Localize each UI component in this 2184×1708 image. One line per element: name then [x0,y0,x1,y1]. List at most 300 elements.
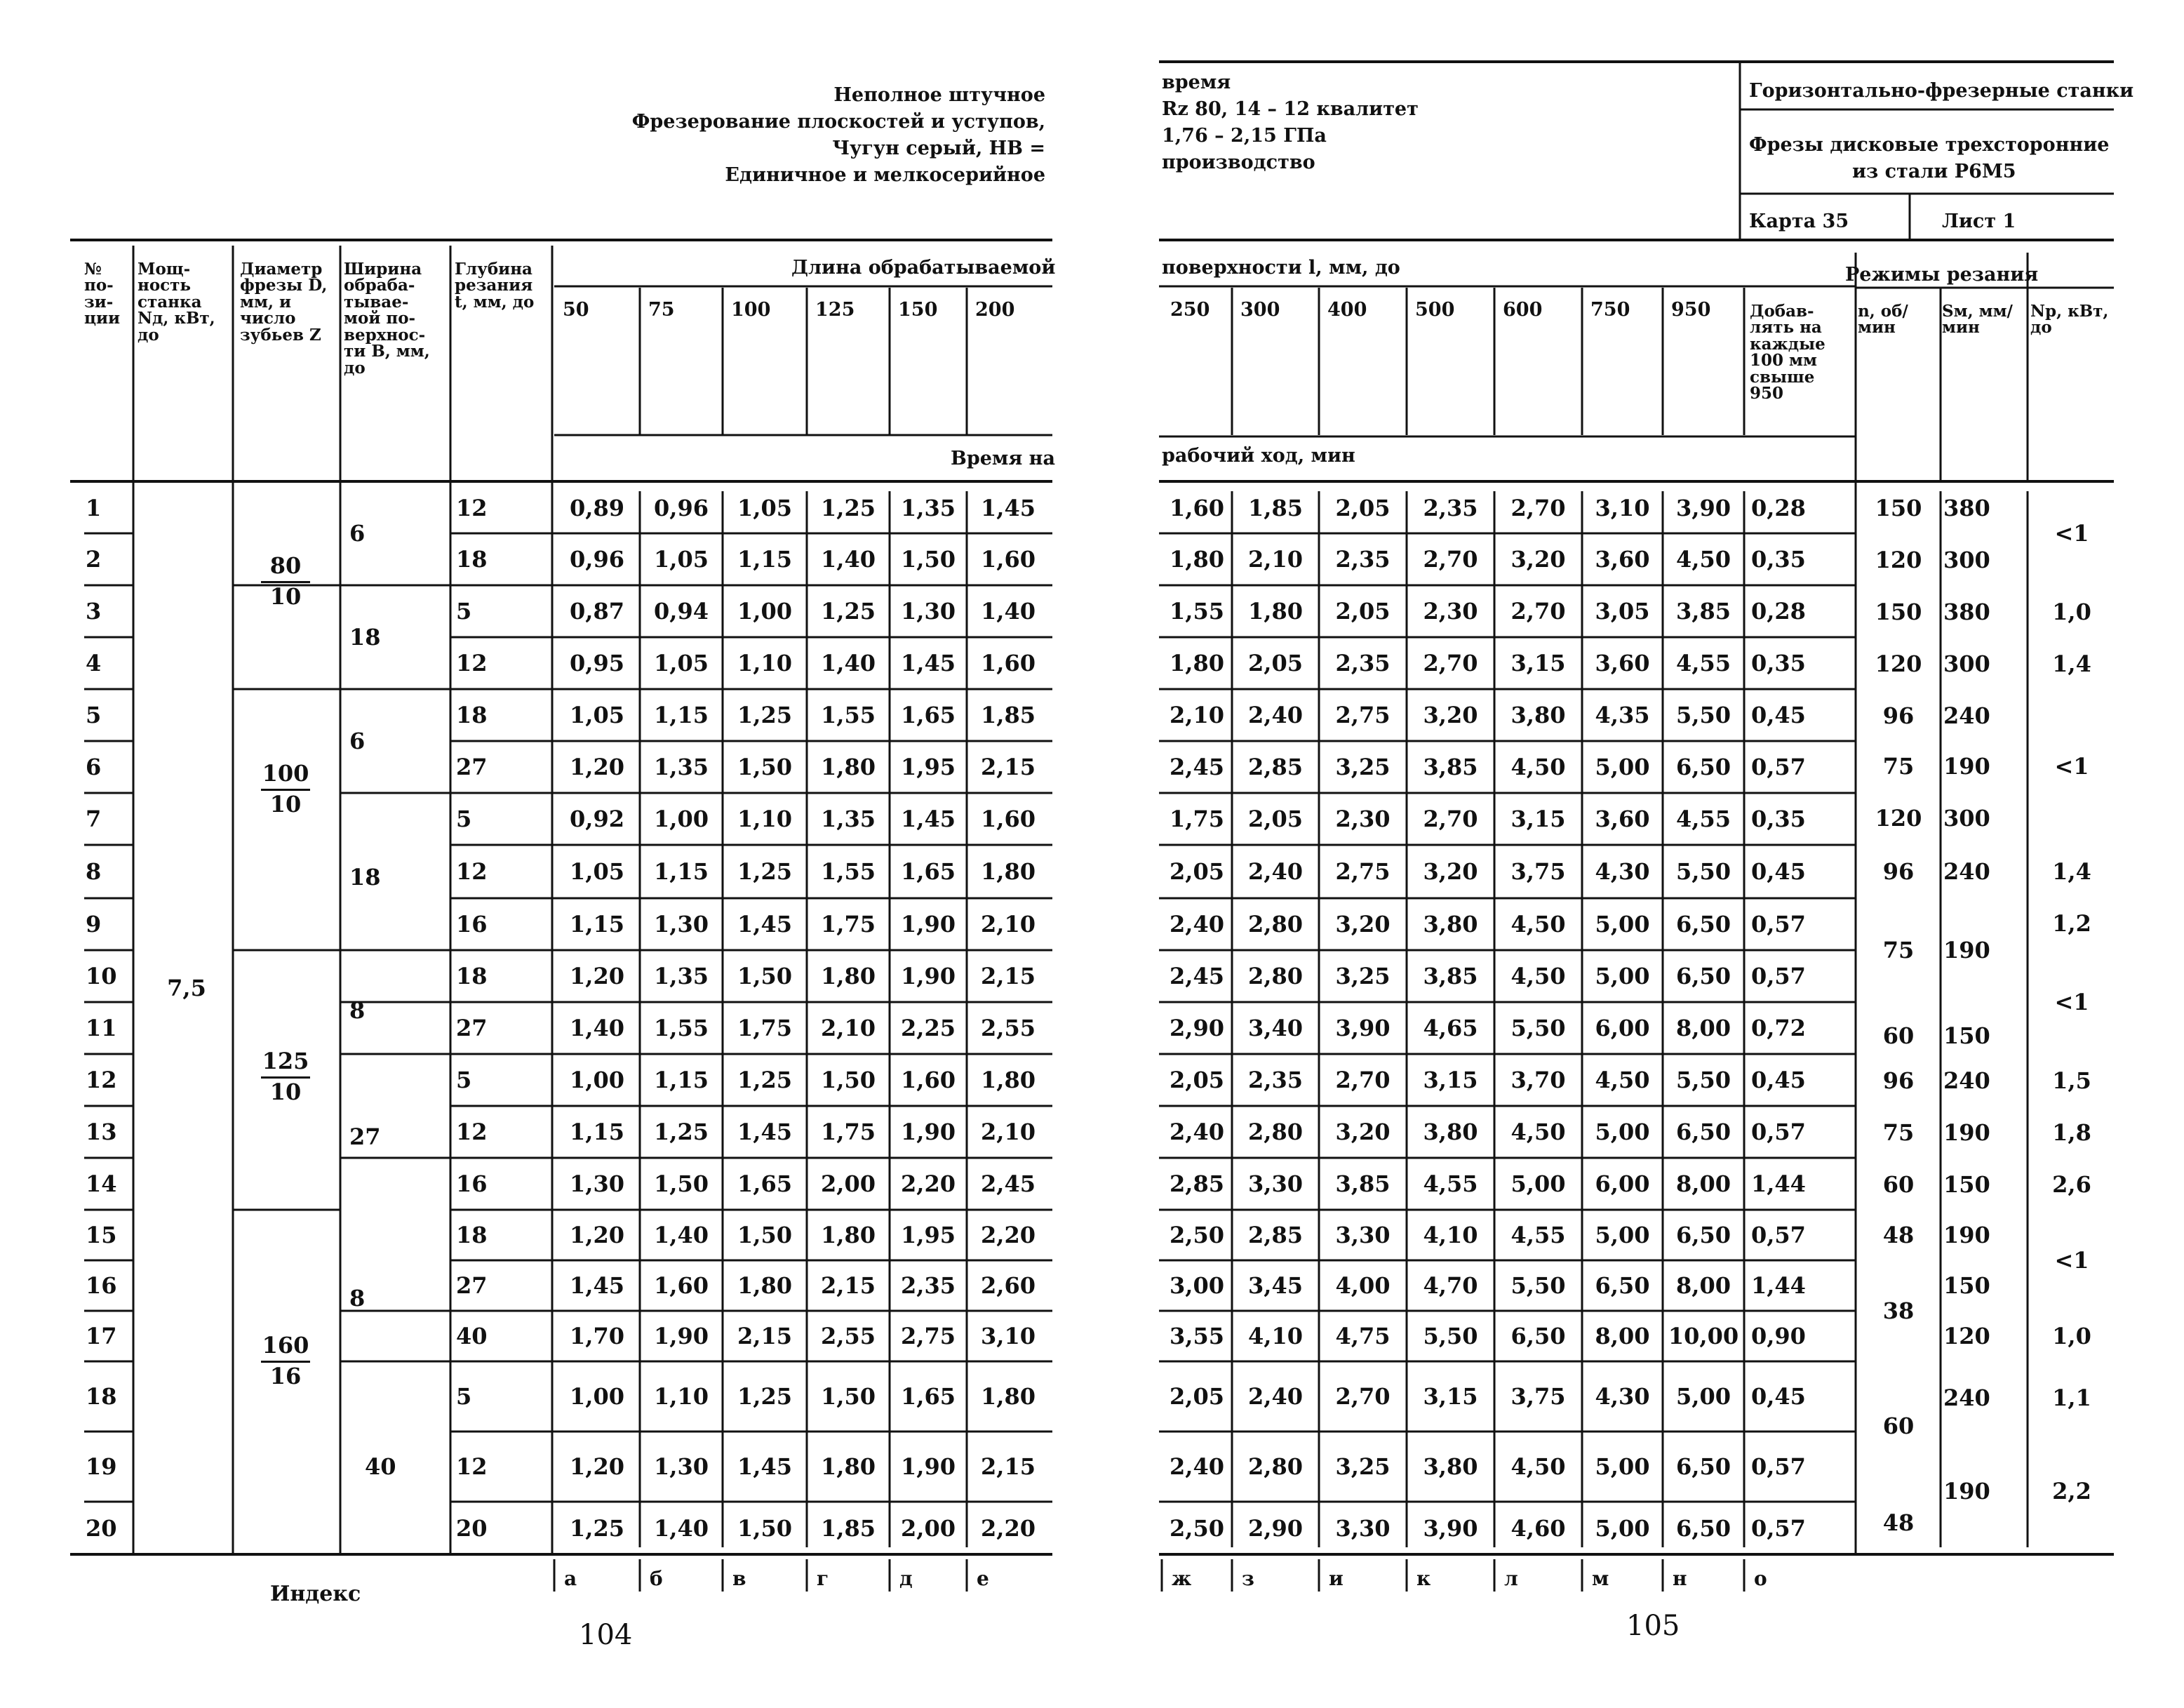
length-header: 100 [731,299,771,321]
time-value: 1,20 [570,963,624,989]
time-value: 3,55 [1170,1323,1224,1349]
time-value: 2,50 [1170,1514,1224,1542]
diameter-value: 80 [269,552,302,579]
time-value: 0,92 [570,806,624,832]
time-value: 1,25 [737,1383,792,1410]
time-value: 1,00 [737,598,792,625]
time-value: 1,35 [654,963,709,989]
power-value: 7,5 [167,975,206,1001]
header-depth: Глубина резания t, мм, до [455,260,535,312]
time-value: 3,05 [1595,598,1650,625]
length-header: 200 [975,299,1015,321]
time-value: 2,75 [1335,858,1391,885]
time-value: 4,75 [1335,1323,1391,1349]
time-value: 3,85 [1676,598,1731,625]
header-cutting-power: Nр, кВт, до [2030,302,2109,338]
time-value: 0,28 [1751,598,1806,625]
time-value: 0,57 [1751,1514,1806,1542]
time-value: 2,40 [1248,702,1303,728]
position-number: 8 [86,858,102,885]
feed-value: 190 [1943,937,1990,963]
time-value: 0,45 [1751,702,1806,728]
time-value: 1,85 [981,702,1036,728]
depth-value: 5 [456,1067,472,1093]
depth-value: 12 [456,1453,488,1480]
time-value: 2,75 [901,1323,956,1349]
spindle-speed-value: 120 [1875,650,1922,677]
time-value: 2,55 [821,1323,876,1349]
time-value: 0,72 [1751,1015,1806,1041]
time-value: 5,00 [1595,911,1650,938]
time-value: 3,30 [1335,1514,1391,1542]
time-value: 2,05 [1248,806,1303,832]
feed-value: 380 [1943,495,1990,521]
time-value: 2,05 [1335,495,1391,521]
time-value: 1,45 [737,1453,792,1480]
time-value: 0,45 [1751,858,1806,885]
time-value: 0,57 [1751,911,1806,938]
index-letter: з [1242,1567,1254,1590]
depth-value: 12 [456,1119,488,1145]
header-feed: Sм, мм/мин [1942,302,2013,338]
time-value: 3,80 [1423,1119,1478,1145]
cutting-power-value: 2,2 [2052,1478,2091,1504]
length-header: 600 [1503,299,1543,321]
time-value: 2,40 [1170,1119,1224,1145]
time-value: 0,87 [570,598,624,625]
header-time-left: Время на [951,448,1055,469]
time-value: 3,10 [1595,495,1650,521]
time-value: 1,35 [901,495,956,521]
time-value: 1,15 [654,702,709,728]
time-value: 5,00 [1510,1170,1566,1197]
time-value: 2,80 [1248,1453,1303,1480]
time-value: 1,10 [737,650,792,676]
teeth-value: 10 [269,1079,302,1105]
time-value: 1,25 [821,495,876,521]
time-value: 2,25 [901,1015,956,1041]
length-header: 500 [1415,299,1455,321]
time-value: 2,45 [1170,963,1224,989]
time-value: 0,57 [1751,754,1806,780]
cutting-power-value: 1,0 [2052,1323,2091,1349]
time-value: 5,50 [1676,1067,1731,1093]
header-time-right: рабочий ход, мин [1162,445,1355,467]
feed-value: 380 [1943,599,1990,625]
position-number: 18 [86,1383,117,1410]
time-value: 4,70 [1423,1272,1478,1299]
time-value: 1,80 [981,1067,1036,1093]
teeth-value: 16 [269,1363,302,1389]
spindle-speed-value: 38 [1882,1297,1915,1324]
time-value: 1,30 [570,1170,624,1197]
time-value: 2,70 [1423,806,1478,832]
position-number: 3 [86,598,102,625]
time-value: 1,75 [821,1119,876,1145]
time-value: 1,00 [654,806,709,832]
time-value: 2,80 [1248,1119,1303,1145]
cutting-power-value: 1,0 [2052,599,2091,625]
time-value: 2,20 [981,1514,1036,1542]
time-value: 1,35 [821,806,876,832]
position-number: 9 [86,911,102,938]
depth-value: 27 [456,1272,488,1299]
time-value: 3,20 [1335,1119,1391,1145]
time-value: 3,60 [1595,546,1650,573]
time-value: 1,30 [654,911,709,938]
time-value: 0,35 [1751,546,1806,573]
time-value: 1,50 [901,546,956,573]
time-value: 0,57 [1751,1119,1806,1145]
time-value: 5,50 [1510,1015,1566,1041]
time-value: 1,60 [981,546,1036,573]
position-number: 13 [86,1119,117,1145]
time-value: 0,57 [1751,1222,1806,1248]
time-value: 1,90 [901,911,956,938]
time-value: 3,90 [1335,1015,1391,1041]
depth-value: 27 [456,754,488,780]
time-value: 2,40 [1248,858,1303,885]
depth-value: 27 [456,1015,488,1041]
time-value: 2,40 [1170,1453,1224,1480]
time-value: 3,25 [1335,1453,1391,1480]
time-value: 1,80 [981,1383,1036,1410]
time-value: 2,20 [981,1222,1036,1248]
time-value: 1,60 [1170,495,1224,521]
time-value: 3,75 [1510,858,1566,885]
time-value: 2,10 [821,1015,876,1041]
time-value: 6,50 [1676,911,1731,938]
index-letter: г [817,1567,829,1590]
time-value: 1,95 [901,1222,956,1248]
time-value: 2,70 [1510,495,1566,521]
feed-value: 300 [1943,650,1990,677]
time-value: 1,80 [821,1453,876,1480]
right-header-line: 1,76 – 2,15 ГПа [1162,125,1327,147]
time-value: 3,75 [1510,1383,1566,1410]
time-value: 1,45 [981,495,1036,521]
cutting-power-value: 1,5 [2052,1067,2091,1094]
time-value: 1,35 [654,754,709,780]
position-number: 12 [86,1067,117,1093]
position-number: 16 [86,1272,117,1299]
spindle-speed-value: 75 [1882,937,1915,963]
time-value: 5,00 [1595,963,1650,989]
time-value: 6,50 [1676,963,1731,989]
time-value: 2,35 [1248,1067,1303,1093]
time-value: 1,60 [981,806,1036,832]
depth-value: 5 [456,806,472,832]
time-value: 1,80 [1248,598,1303,625]
spindle-speed-value: 48 [1882,1509,1915,1536]
diameter-value: 160 [262,1332,309,1359]
width-value: 6 [349,728,366,754]
width-value: 8 [349,1285,366,1312]
depth-value: 12 [456,858,488,885]
time-value: 1,10 [737,806,792,832]
time-value: 2,05 [1335,598,1391,625]
time-value: 1,50 [821,1067,876,1093]
spindle-speed-value: 120 [1875,547,1922,573]
time-value: 0,94 [654,598,709,625]
time-value: 2,15 [981,1453,1036,1480]
time-value: 1,25 [654,1119,709,1145]
length-header: 400 [1327,299,1367,321]
time-value: 1,05 [654,546,709,573]
card-number: Карта 35 [1749,211,1849,232]
time-value: 1,15 [654,858,709,885]
time-value: 1,30 [901,598,956,625]
position-number: 6 [86,754,102,780]
header-power: Мощ- ность станка Nд, кВт, до [138,260,215,345]
time-value: 3,85 [1423,963,1478,989]
time-value: 1,45 [570,1272,624,1299]
header-length-right: поверхности l, мм, до [1162,257,1400,279]
time-value: 2,30 [1423,598,1478,625]
time-value: 1,20 [570,1453,624,1480]
time-value: 5,50 [1676,858,1731,885]
right-header-line: производство [1162,152,1315,173]
diameter-value: 125 [262,1048,309,1074]
time-value: 2,80 [1248,963,1303,989]
time-value: 3,45 [1248,1272,1303,1299]
time-value: 1,55 [821,858,876,885]
time-value: 2,40 [1248,1383,1303,1410]
time-value: 2,55 [981,1015,1036,1041]
time-value: 2,85 [1170,1170,1224,1197]
time-value: 4,50 [1510,1453,1566,1480]
depth-value: 18 [456,963,488,989]
time-value: 2,35 [901,1272,956,1299]
time-value: 1,45 [737,911,792,938]
time-value: 5,00 [1595,1453,1650,1480]
page-number-right: 105 [1626,1610,1680,1642]
time-value: 1,90 [654,1323,709,1349]
index-letter: а [564,1567,577,1590]
time-value: 2,00 [821,1170,876,1197]
time-value: 6,50 [1676,1119,1731,1145]
time-value: 8,00 [1595,1323,1650,1349]
header-position: № по- зи- ции [84,260,121,328]
index-letter: л [1504,1567,1518,1590]
width-value: 18 [349,864,381,890]
index-label: Индекс [270,1582,361,1606]
time-value: 4,55 [1676,650,1731,676]
index-letter: ж [1172,1567,1192,1590]
time-value: 1,05 [654,650,709,676]
feed-value: 150 [1943,1272,1990,1299]
header-width: Ширина обраба- тывае- мой по- верхнос- ти B, мм, до [344,260,430,378]
time-value: 1,50 [737,1222,792,1248]
cutting-power-value: 2,6 [2052,1171,2091,1198]
time-value: 2,05 [1170,1383,1224,1410]
time-value: 2,40 [1170,911,1224,938]
time-value: 3,80 [1423,1453,1478,1480]
cutting-power-value: 1,1 [2052,1385,2091,1411]
time-value: 0,35 [1751,650,1806,676]
time-value: 1,20 [570,754,624,780]
cutting-power-value: <1 [2054,753,2089,780]
time-value: 1,80 [981,858,1036,885]
time-value: 4,60 [1510,1514,1566,1542]
feed-value: 240 [1943,1385,1990,1411]
time-value: 1,15 [737,546,792,573]
time-value: 1,40 [654,1514,709,1542]
width-value: 18 [349,624,381,650]
time-value: 10,00 [1668,1323,1739,1349]
length-header: 75 [648,299,675,321]
time-value: 1,00 [570,1067,624,1093]
length-header: 50 [563,299,589,321]
cutting-power-value: 1,4 [2052,858,2091,885]
feed-value: 150 [1943,1022,1990,1049]
time-value: 2,75 [1335,702,1391,728]
time-value: 1,70 [570,1323,624,1349]
time-value: 6,50 [1676,1222,1731,1248]
time-value: 1,30 [654,1453,709,1480]
time-value: 2,35 [1335,546,1391,573]
right-header-line: Rz 80, 14 – 12 квалитет [1162,98,1419,120]
time-value: 2,60 [981,1272,1036,1299]
time-value: 1,40 [981,598,1036,625]
header-length-left: Длина обрабатываемой [791,257,1056,279]
time-value: 1,40 [821,546,876,573]
time-value: 1,50 [654,1170,709,1197]
time-value: 0,45 [1751,1383,1806,1410]
position-number: 17 [86,1323,117,1349]
tool-line-1: Фрезы дисковые трехсторонние [1749,134,2110,156]
time-value: 5,00 [1595,1222,1650,1248]
time-value: 1,15 [570,1119,624,1145]
time-value: 1,75 [737,1015,792,1041]
time-value: 1,05 [570,858,624,885]
time-value: 3,15 [1423,1067,1478,1093]
time-value: 1,25 [570,1514,624,1542]
header-add-per-100mm: Добав- лять на каждые 100 мм свыше 950 [1750,302,1825,403]
time-value: 1,50 [737,1514,792,1542]
time-value: 4,00 [1335,1272,1391,1299]
time-value: 3,40 [1248,1015,1303,1041]
time-value: 1,40 [821,650,876,676]
time-value: 3,25 [1335,754,1391,780]
time-value: 1,60 [901,1067,956,1093]
time-value: 2,30 [1335,806,1391,832]
position-number: 1 [86,495,102,521]
feed-value: 240 [1943,858,1990,885]
time-value: 3,30 [1335,1222,1391,1248]
left-header-line: Неполное штучное [833,84,1045,106]
width-value: 27 [349,1123,381,1150]
time-value: 4,55 [1423,1170,1478,1197]
spindle-speed-value: 75 [1882,753,1915,780]
time-value: 8,00 [1676,1015,1731,1041]
left-header-line: Чугун серый, НВ = [832,138,1045,159]
time-value: 1,44 [1751,1170,1806,1197]
position-number: 11 [86,1015,117,1041]
time-value: 4,50 [1510,911,1566,938]
index-letter: м [1592,1567,1609,1590]
position-number: 19 [86,1453,117,1480]
time-value: 5,00 [1595,1514,1650,1542]
time-value: 4,50 [1595,1067,1650,1093]
time-value: 4,30 [1595,858,1650,885]
depth-value: 16 [456,911,488,938]
time-value: 3,20 [1423,702,1478,728]
time-value: 1,05 [570,702,624,728]
position-number: 14 [86,1170,117,1197]
time-value: 1,85 [1248,495,1303,521]
header-cutting-modes: Режимы резания [1845,264,2039,286]
time-value: 2,90 [1170,1015,1224,1041]
position-number: 15 [86,1222,117,1248]
time-value: 0,95 [570,650,624,676]
time-value: 1,10 [654,1383,709,1410]
depth-value: 18 [456,1222,488,1248]
left-header-line: Фрезерование плоскостей и уступов, [631,111,1045,133]
time-value: 2,10 [1170,702,1224,728]
time-value: 3,20 [1423,858,1478,885]
index-letter: и [1329,1567,1344,1590]
time-value: 2,10 [981,1119,1036,1145]
depth-value: 5 [456,598,472,625]
time-value: 5,00 [1676,1383,1731,1410]
time-value: 0,89 [570,495,624,521]
time-value: 4,55 [1676,806,1731,832]
time-value: 2,70 [1423,650,1478,676]
time-value: 6,50 [1676,754,1731,780]
time-value: 1,50 [821,1383,876,1410]
length-header: 300 [1240,299,1280,321]
cutting-power-value: <1 [2054,989,2089,1015]
time-value: 2,35 [1335,650,1391,676]
diameter-value: 100 [262,760,309,787]
time-value: 2,45 [981,1170,1036,1197]
time-value: 1,90 [901,1453,956,1480]
feed-value: 190 [1943,1222,1990,1248]
time-value: 3,15 [1510,650,1566,676]
time-value: 2,15 [981,963,1036,989]
cutting-power-value: 1,8 [2052,1119,2091,1146]
position-number: 7 [86,806,102,832]
time-value: 3,60 [1595,650,1650,676]
spindle-speed-value: 96 [1882,858,1915,885]
time-value: 1,90 [901,1119,956,1145]
feed-value: 300 [1943,547,1990,573]
depth-value: 12 [456,650,488,676]
time-value: 2,45 [1170,754,1224,780]
index-letter: б [650,1567,663,1590]
index-letter: н [1673,1567,1687,1590]
time-value: 2,15 [981,754,1036,780]
depth-value: 12 [456,495,488,521]
width-value: 8 [349,997,366,1024]
spindle-speed-value: 60 [1882,1413,1915,1439]
time-value: 5,50 [1423,1323,1478,1349]
feed-value: 240 [1943,702,1990,729]
time-value: 1,40 [654,1222,709,1248]
time-value: 1,80 [1170,650,1224,676]
time-value: 1,65 [901,1383,956,1410]
time-value: 1,75 [1170,806,1224,832]
index-letter: о [1754,1567,1767,1590]
feed-value: 190 [1943,1119,1990,1146]
spindle-speed-value: 60 [1882,1022,1915,1049]
time-value: 1,90 [901,963,956,989]
length-header: 250 [1170,299,1210,321]
time-value: 1,20 [570,1222,624,1248]
time-value: 0,57 [1751,1453,1806,1480]
cutting-power-value: 1,2 [2052,910,2091,937]
